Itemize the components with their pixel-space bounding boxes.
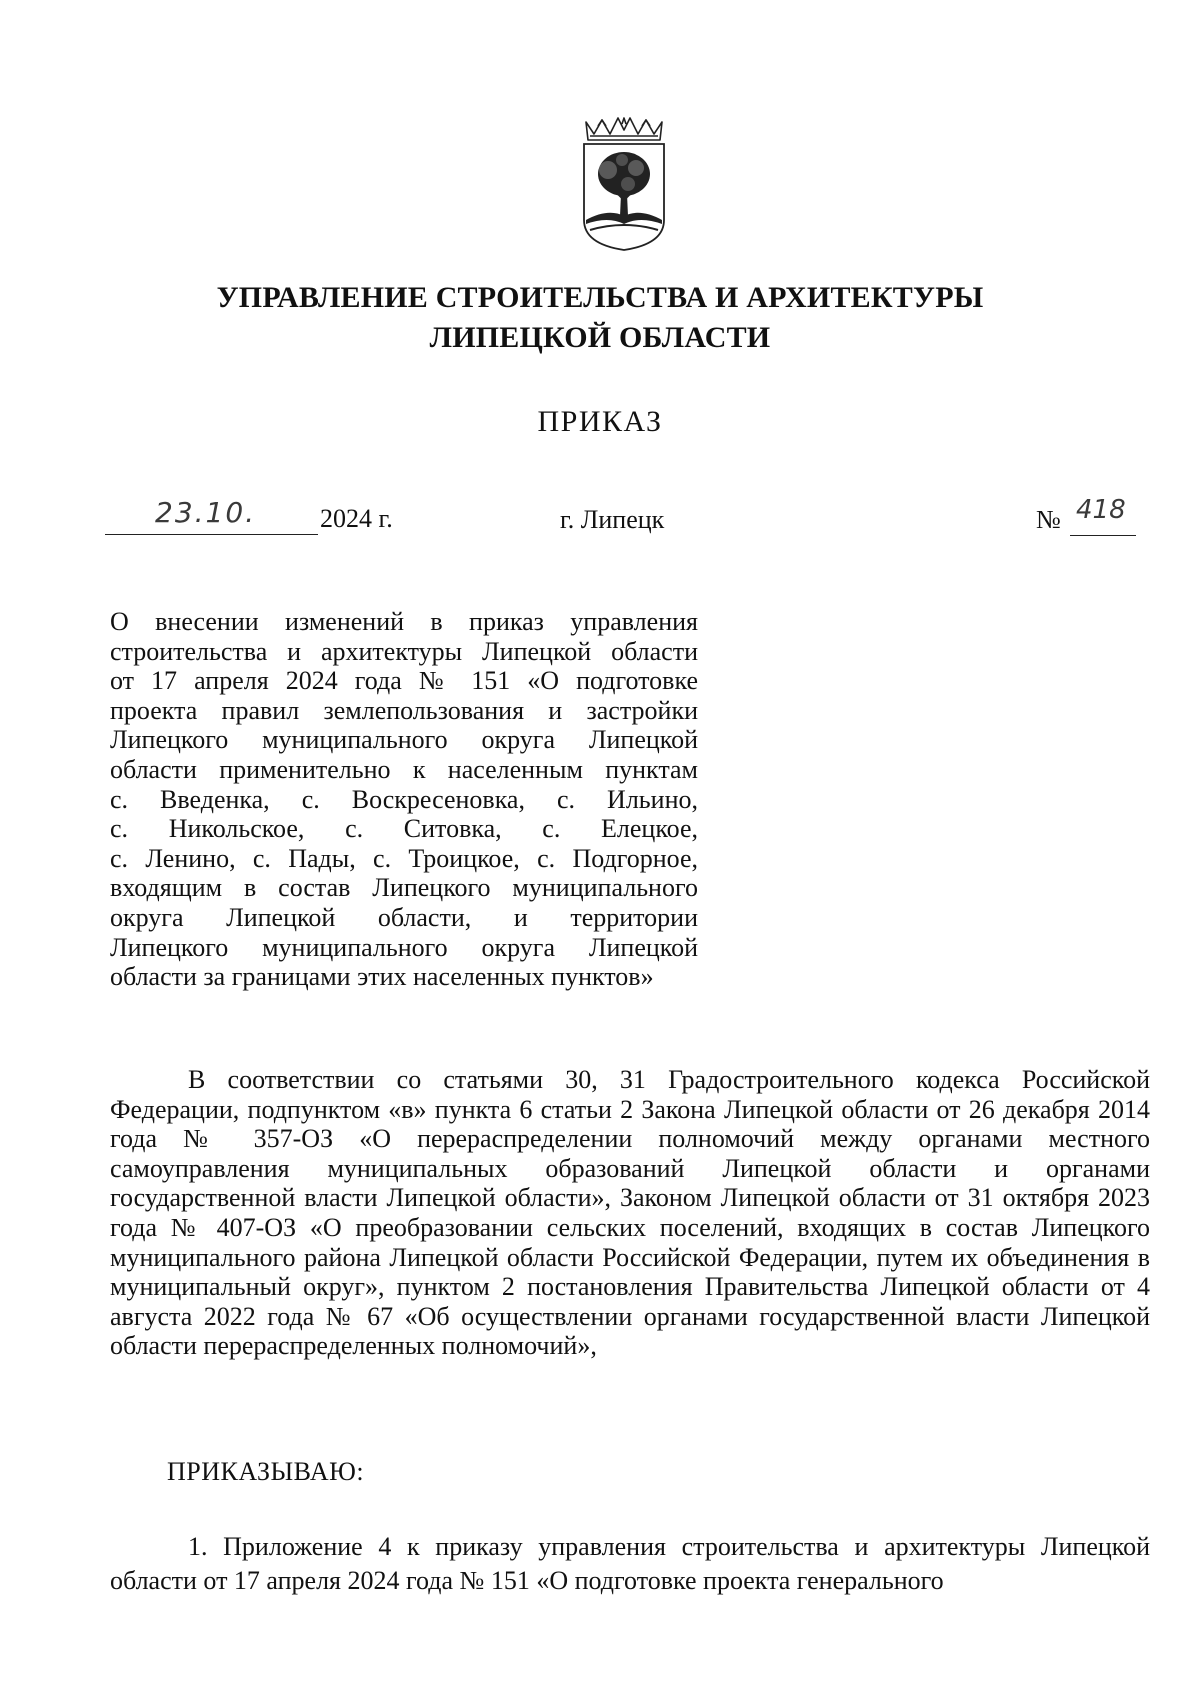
subject-line: с. Введенка, с. Воскресеновка, с. Ильино, (110, 784, 698, 814)
subject-line: Липецкого муниципального округа Липецкой (110, 932, 698, 962)
date-handwritten: 23.10. (155, 496, 257, 529)
subject-line: Липецкого муниципального округа Липецкой (110, 725, 698, 755)
organization-name-line-2: ЛИПЕЦКОЙ ОБЛАСТИ (429, 321, 771, 354)
subject-line: области за границами этих населенных пунктов» (110, 962, 654, 992)
subject-line: области применительно к населенным пунктам (110, 754, 698, 784)
order-word: ПРИКАЗЫВАЮ: (167, 1457, 365, 1486)
subject-line: О внесении изменений в приказ управления (110, 607, 698, 636)
document-date (105, 496, 427, 536)
document-subject (110, 607, 698, 992)
city: г. Липецк (560, 505, 665, 534)
subject-line: проекта правил землепользования и застройки (110, 695, 698, 725)
coat-of-arms-icon (578, 112, 670, 254)
organization-name-line-1: УПРАВЛЕНИЕ СТРОИТЕЛЬСТВА И АРХИТЕКТУРЫ (216, 281, 984, 314)
subject-line: строительства и архитектуры Липецкой области (110, 636, 698, 666)
preamble-paragraph: В соответствии со статьями 30, 31 Градостроительного кодекса Российской Федерации, подпунктом «в» пункта 6 статьи 2 Закона Липецкой области от 26 декабря 2014 года № 357-ОЗ «О перераспределении полномочий между органами местного самоуправления муниципальных образований Липецкой области и органами государственной власти Липецкой области», Законом Липецкой области от 31 октября 2023 года № 407-ОЗ «О преобразовании сельских поселений, входящих в состав Липецкого муниципального района Липецкой области Российской Федерации, путем их объединения в муниципальный округ», пунктом 2 постановления Правительства Липецкой области от 4 августа 2022 года № 67 «Об осуществлении органами государственной власти Липецкой области перераспределенных полномочий», (110, 1065, 1150, 1361)
subject-line: от 17 апреля 2024 года № 151 «О подготовке (110, 666, 698, 696)
order-item-1: 1. Приложение 4 к приказу управления строительства и архитектуры Липецкой области от 17 апреля 2024 года № 151 «О подготовке проекта генерального (110, 1532, 1150, 1595)
date-year: 2024 г. (320, 504, 393, 533)
subject-line: с. Никольское, с. Ситовка, с. Елецкое, (110, 814, 698, 844)
subject-line: с. Ленино, с. Пады, с. Троицкое, с. Подгорное, (110, 843, 698, 873)
organization-name (110, 278, 1090, 358)
subject-line: округа Липецкой области, и территории (110, 902, 698, 932)
document-type: ПРИКАЗ (537, 405, 663, 438)
number-sign: № (1036, 505, 1061, 534)
subject-line: входящим в состав Липецкого муниципального (110, 873, 698, 903)
number-handwritten: 418 (1076, 495, 1126, 525)
